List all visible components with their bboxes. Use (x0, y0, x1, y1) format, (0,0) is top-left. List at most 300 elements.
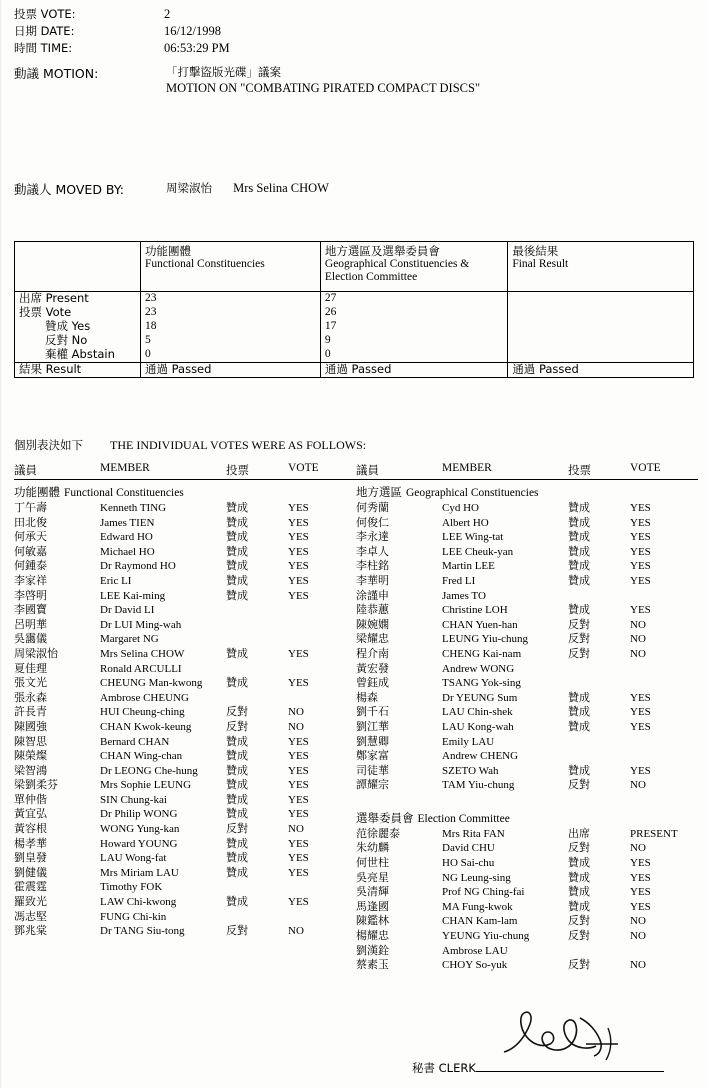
vote-value-en: YES (630, 691, 651, 704)
vote-value-cjk: 贊成 (568, 856, 590, 870)
summary-row-final (508, 306, 694, 320)
member-name-cjk: 涂謹申 (356, 588, 389, 602)
vote-value-en: YES (288, 574, 309, 587)
section-label-cjk: 地方選區 (356, 485, 402, 499)
vote-row (356, 530, 698, 545)
vote-row (356, 958, 698, 973)
vote-value-en (630, 749, 692, 764)
member-name-en: HO Sai-chu (442, 857, 495, 870)
vote-row (356, 545, 698, 560)
vote-row (14, 793, 356, 808)
vote-value-cjk: 贊成 (568, 573, 590, 587)
header-vote-en: VOTE (288, 462, 319, 474)
vote-row (14, 589, 356, 604)
vote-value-cjk (226, 618, 288, 633)
member-name-en: CHEUNG Man-kwong (100, 677, 203, 690)
member-name-cjk: 何鍾泰 (14, 559, 47, 573)
member-name-en: CHAN Yuen-han (442, 618, 518, 631)
member-name-en: Prof NG Ching-fai (442, 886, 525, 899)
vote-value-cjk: 贊成 (568, 719, 590, 733)
summary-row-gc: 通過 Passed (324, 362, 392, 376)
vote-row (356, 827, 698, 842)
summary-row-final (508, 320, 694, 334)
vote-row (356, 764, 698, 779)
section-label-en: Election Committee (417, 812, 510, 825)
member-name-cjk: 楊孝華 (14, 836, 47, 850)
moved-by-cjk: 周梁淑怡 (166, 181, 212, 195)
vote-value-en: YES (288, 764, 309, 777)
right-column (356, 462, 698, 973)
vote-value-en (288, 603, 350, 618)
page-edge-shadow (0, 0, 2, 1088)
member-name-en: FUNG Chi-kin (100, 910, 167, 923)
member-name-en: Ambrose CHEUNG (100, 691, 189, 704)
summary-row-label: 出席 Present (19, 291, 89, 305)
vote-value-cjk: 贊成 (568, 544, 590, 558)
member-name-en: Albert HO (442, 516, 489, 529)
header-vote-cjk: 投票 (226, 463, 249, 477)
vote-row (14, 910, 356, 925)
member-name-en: LAU Chin-shek (442, 706, 513, 719)
vote-value-en (630, 589, 692, 604)
member-name-en: Andrew CHENG (442, 750, 519, 763)
member-name-cjk: 馬逢國 (356, 899, 389, 913)
left-vote-rows (14, 501, 356, 939)
right-column-header (356, 462, 698, 480)
left-column-header (14, 462, 356, 480)
member-name-cjk: 譚耀宗 (356, 778, 389, 792)
clerk-label: 秘書 CLERK (412, 1061, 476, 1075)
vote-row (356, 559, 698, 574)
vote-row (14, 807, 356, 822)
member-name-cjk: 陳婉嫻 (356, 617, 389, 631)
member-name-cjk: 黃宜弘 (14, 807, 47, 821)
member-name-en: LEUNG Yiu-chung (442, 633, 529, 646)
section-label-cjk: 選舉委員會 (356, 810, 414, 825)
member-name-cjk: 黃容根 (14, 822, 47, 836)
summary-header-fc-cjk: 功能團體 (144, 244, 191, 258)
vote-value-cjk: 贊成 (568, 705, 590, 719)
member-name-cjk: 張永森 (14, 690, 47, 704)
vote-row (14, 516, 356, 531)
vote-row (356, 900, 698, 915)
header-member-cjk: 議員 (14, 463, 37, 477)
date-value: 16/12/1998 (164, 24, 221, 38)
member-name-en: Ambrose LAU (442, 944, 508, 957)
member-name-cjk: 夏佳理 (14, 661, 47, 675)
vote-value-cjk: 贊成 (226, 851, 248, 865)
summary-row-no (15, 334, 694, 348)
vote-value-cjk: 贊成 (568, 603, 590, 617)
vote-row (14, 851, 356, 866)
member-name-en: Bernard CHAN (100, 735, 170, 748)
vote-row (356, 574, 698, 589)
vote-row (356, 871, 698, 886)
member-name-en: Margaret NG (100, 633, 159, 646)
summary-header-fc-en: Functional Constituencies (144, 258, 265, 270)
vote-value-cjk: 贊成 (226, 588, 248, 602)
section-label-cjk: 功能團體 (14, 485, 60, 499)
vote-value-cjk (568, 749, 630, 764)
member-name-en: Dr YEUNG Sum (442, 691, 518, 704)
summary-row-fc: 0 (140, 348, 320, 363)
vote-value-en: YES (288, 866, 309, 879)
vote-row (14, 880, 356, 895)
vote-value-en: NO (630, 915, 646, 928)
vote-value-en: YES (630, 560, 651, 573)
section-label-en: Geographical Constituencies (406, 487, 539, 499)
section-label-en: Functional Constituencies (64, 487, 184, 499)
vote-row (356, 944, 698, 959)
vote-row (356, 691, 698, 706)
member-name-cjk: 何承天 (14, 530, 47, 544)
member-name-cjk: 鄧兆棠 (14, 924, 47, 938)
summary-header-row (15, 242, 694, 292)
member-name-en: WONG Yung-kan (100, 823, 180, 836)
vote-value-en: YES (288, 808, 309, 821)
member-name-en: Dr LUI Ming-wah (100, 618, 182, 631)
vote-value-en: YES (630, 900, 651, 913)
summary-header-gc-en1: Geographical Constituencies & (324, 258, 470, 270)
vote-row (356, 676, 698, 691)
summary-row-fc: 23 (140, 292, 320, 307)
member-name-cjk: 張文光 (14, 676, 47, 690)
member-name-en: MA Fung-kwok (442, 900, 513, 913)
member-name-en: LAU Wong-fat (100, 852, 167, 865)
member-name-cjk: 梁劉柔芬 (14, 778, 58, 792)
member-name-en: CHENG Kai-nam (442, 647, 522, 660)
vote-value-cjk: 反對 (568, 778, 590, 792)
vote-value-en: YES (288, 793, 309, 806)
member-name-en: Dr Raymond HO (100, 560, 176, 573)
member-name-cjk: 吳靄儀 (14, 632, 47, 646)
member-name-cjk: 單仲偕 (14, 792, 47, 806)
vote-row (14, 837, 356, 852)
member-name-cjk: 劉慧卿 (356, 734, 389, 748)
member-name-en: TSANG Yok-sing (442, 677, 521, 690)
vote-value-cjk: 反對 (226, 924, 248, 938)
member-name-en: Howard YOUNG (100, 837, 178, 850)
member-name-cjk: 呂明華 (14, 617, 47, 631)
member-name-cjk: 劉健儀 (14, 865, 47, 879)
member-name-cjk: 曾鈺成 (356, 676, 389, 690)
summary-row-gc: 0 (320, 348, 507, 363)
member-name-en: Dr TANG Siu-tong (100, 925, 185, 938)
vote-value-en: YES (288, 560, 309, 573)
member-name-cjk: 何敏嘉 (14, 544, 47, 558)
member-name-cjk: 陳智思 (14, 734, 47, 748)
vote-value-cjk (568, 735, 630, 750)
vote-value-en: NO (630, 779, 646, 792)
vote-value-en: NO (630, 959, 646, 972)
summary-header-gc (320, 242, 507, 292)
section-election-committee (356, 810, 698, 826)
vote-value-cjk: 出席 (568, 826, 590, 840)
header-member-en: MEMBER (442, 462, 492, 474)
vote-row (14, 618, 356, 633)
member-name-en: Kenneth TING (100, 502, 167, 514)
vote-row (356, 647, 698, 662)
vote-value-cjk: 反對 (226, 822, 248, 836)
summary-row-yes (15, 320, 694, 334)
vote-row (14, 764, 356, 779)
vote-row (356, 841, 698, 856)
vote-value-cjk: 贊成 (226, 544, 248, 558)
vote-value-en (288, 691, 350, 706)
member-name-cjk: 劉千石 (356, 705, 389, 719)
member-name-cjk: 梁智鴻 (14, 763, 47, 777)
member-name-cjk: 田北俊 (14, 515, 47, 529)
vote-row (14, 574, 356, 589)
summary-row-label: 投票 Vote (19, 305, 72, 319)
vote-row (356, 929, 698, 944)
member-name-en: Mrs Sophie LEUNG (100, 779, 192, 792)
vote-value-cjk (226, 603, 288, 618)
member-name-en: LEE Kai-ming (100, 589, 166, 602)
member-name-en: CHAN Kwok-keung (100, 720, 192, 733)
vote-row (14, 530, 356, 545)
member-name-en: Ronald ARCULLI (100, 662, 182, 675)
vote-value-cjk: 反對 (568, 914, 590, 928)
member-name-en: Christine LOH (442, 604, 508, 617)
member-name-en: Mrs Selina CHOW (100, 647, 185, 660)
summary-row-fc: 23 (140, 306, 320, 320)
vote-value-en: PRESENT (630, 827, 678, 840)
vote-value-en: YES (288, 896, 309, 909)
vote-value-en: NO (630, 618, 646, 631)
vote-row (356, 618, 698, 633)
vote-value-cjk: 贊成 (226, 646, 248, 660)
vote-value-cjk: 反對 (568, 841, 590, 855)
member-name-en: LEE Cheuk-yan (442, 545, 514, 558)
member-name-cjk: 李永達 (356, 530, 389, 544)
vote-value-cjk: 贊成 (226, 778, 248, 792)
motion-text (166, 64, 480, 96)
vote-value-en: YES (288, 589, 309, 602)
member-name-cjk: 李國寶 (14, 603, 47, 617)
member-name-en: Edward HO (100, 531, 153, 544)
vote-value-cjk: 贊成 (226, 573, 248, 587)
member-name-en: Mrs Rita FAN (442, 827, 505, 840)
vote-row (14, 559, 356, 574)
vote-value-en: NO (630, 842, 646, 855)
clerk-signature-line (476, 1059, 664, 1072)
summary-header-final-en: Final Result (512, 258, 569, 270)
summary-row-result (15, 363, 694, 378)
member-name-cjk: 朱幼麟 (356, 841, 389, 855)
member-name-cjk: 李柱銘 (356, 559, 389, 573)
vote-row (14, 778, 356, 793)
moved-by-en: Mrs Selina CHOW (233, 181, 329, 195)
right-vote-rows-election-committee (356, 827, 698, 973)
member-name-cjk: 楊耀忠 (356, 929, 389, 943)
vote-value-cjk: 贊成 (226, 865, 248, 879)
summary-header-gc-en2: Election Committee (324, 271, 418, 283)
left-column (14, 462, 356, 973)
vote-value-cjk (568, 662, 630, 677)
vote-row (14, 705, 356, 720)
member-name-en: James TIEN (100, 516, 155, 529)
member-name-cjk: 梁耀忠 (356, 632, 389, 646)
vote-value-cjk: 贊成 (226, 515, 248, 529)
summary-row-present (15, 292, 694, 307)
vote-value-cjk: 贊成 (568, 885, 590, 899)
vote-value-cjk: 反對 (226, 719, 248, 733)
moved-by-value (166, 180, 329, 196)
summary-header-final (508, 242, 694, 292)
member-name-cjk: 何俊仁 (356, 515, 389, 529)
member-name-en: NG Leung-sing (442, 871, 511, 884)
member-name-en: James TO (442, 589, 486, 602)
summary-row-label: 結果 Result (19, 362, 82, 376)
header-member-cjk: 議員 (356, 463, 379, 477)
vote-value-cjk (568, 676, 630, 691)
vote-row (356, 705, 698, 720)
header-vote-cjk: 投票 (568, 463, 591, 477)
vote-value-en: YES (630, 574, 651, 587)
vote-value-cjk: 贊成 (226, 530, 248, 544)
vote-row (356, 778, 698, 793)
member-name-en: Fred LI (442, 574, 476, 587)
vote-row (14, 749, 356, 764)
summary-header-final-cjk: 最後結果 (512, 244, 559, 258)
vote-value-en (288, 910, 350, 925)
member-name-cjk: 楊森 (356, 690, 378, 704)
vote-value-cjk (226, 910, 288, 925)
member-name-cjk: 馮志堅 (14, 909, 47, 923)
vote-value-en: NO (630, 647, 646, 660)
vote-value-en: YES (288, 837, 309, 850)
vote-value-cjk: 贊成 (568, 501, 590, 514)
vote-row (356, 589, 698, 604)
vote-row (356, 885, 698, 900)
member-name-en: LAU Kong-wah (442, 720, 514, 733)
member-name-en: LEE Wing-tat (442, 531, 504, 544)
vote-value-cjk: 贊成 (568, 690, 590, 704)
member-name-cjk: 陳國強 (14, 719, 47, 733)
member-name-cjk: 范徐麗泰 (356, 826, 400, 840)
vote-row (14, 662, 356, 677)
member-name-cjk: 劉江華 (356, 719, 389, 733)
member-name-cjk: 何世柱 (356, 856, 389, 870)
vote-value-en: YES (630, 516, 651, 529)
member-name-en: SZETO Wah (442, 764, 499, 777)
vote-value-cjk (226, 880, 288, 895)
time-line (14, 40, 674, 57)
vote-value-cjk: 贊成 (568, 559, 590, 573)
vote-value-en: YES (288, 735, 309, 748)
vote-value-en (288, 632, 350, 647)
vote-value-cjk: 贊成 (568, 870, 590, 884)
vote-value-en: YES (288, 531, 309, 544)
vote-value-cjk: 反對 (568, 646, 590, 660)
moved-by-label: 動議人 MOVED BY: (14, 182, 125, 197)
summary-header-fc (140, 242, 320, 292)
member-name-cjk: 許長青 (14, 705, 47, 719)
individual-votes-title-en: THE INDIVIDUAL VOTES WERE AS FOLLOWS: (110, 438, 367, 452)
vote-value-en: YES (288, 852, 309, 865)
member-name-en: LAW Chi-kwong (100, 896, 177, 909)
vote-value-cjk: 贊成 (226, 807, 248, 821)
vote-value-en: NO (288, 706, 304, 719)
member-name-en: Martin LEE (442, 560, 495, 573)
vote-value-en: NO (630, 930, 646, 943)
clerk-signature (496, 1004, 626, 1066)
summary-row-gc: 27 (320, 292, 507, 307)
vote-value-cjk: 贊成 (568, 515, 590, 529)
vote-value-cjk: 反對 (568, 617, 590, 631)
vote-value-cjk (568, 589, 630, 604)
vote-row (14, 822, 356, 837)
summary-row-label: 棄權 Abstain (45, 347, 115, 361)
date-line (14, 23, 674, 40)
section-geographical-constituencies (356, 484, 698, 500)
member-name-cjk: 丁午壽 (14, 501, 47, 514)
vote-value-en: YES (630, 502, 651, 514)
vote-value-en: YES (630, 720, 651, 733)
vote-value: 2 (164, 7, 171, 21)
vote-row (356, 720, 698, 735)
vote-value-en: YES (630, 764, 651, 777)
vote-value-en (630, 676, 692, 691)
individual-votes-columns (14, 462, 698, 973)
individual-votes-title-cjk: 個別表決如下 (14, 438, 83, 452)
vote-value-cjk: 贊成 (226, 501, 248, 514)
vote-value-cjk: 贊成 (226, 895, 248, 909)
section-spacer (356, 793, 698, 806)
vote-line (14, 6, 674, 23)
vote-value-cjk (226, 632, 288, 647)
vote-row (14, 603, 356, 618)
vote-value-cjk (568, 944, 630, 959)
vote-row (14, 545, 356, 560)
motion-text-en: MOTION ON "COMBATING PIRATED COMPACT DISCS" (166, 81, 481, 95)
summary-row-fc: 通過 Passed (144, 362, 212, 376)
member-name-en: Michael HO (100, 545, 155, 558)
member-name-en: David CHU (442, 842, 495, 855)
vote-value-en: YES (630, 871, 651, 884)
document-header (14, 6, 674, 57)
vote-value-en (630, 662, 692, 677)
vote-value-en: YES (288, 677, 309, 690)
member-name-cjk: 周梁淑怡 (14, 646, 58, 660)
vote-value-cjk (226, 662, 288, 677)
vote-value-en: YES (288, 545, 309, 558)
member-name-cjk: 李卓人 (356, 544, 389, 558)
vote-value-en: YES (288, 647, 309, 660)
vote-row (356, 662, 698, 677)
vote-value-cjk: 反對 (226, 705, 248, 719)
date-label: 日期 DATE: (14, 24, 75, 38)
member-name-cjk: 吳清輝 (356, 885, 389, 899)
member-name-cjk: 劉漢銓 (356, 943, 389, 957)
member-name-cjk: 陳榮燦 (14, 749, 47, 763)
vote-value-cjk: 贊成 (226, 676, 248, 690)
vote-value-en: NO (288, 925, 304, 938)
member-name-cjk: 陸恭蕙 (356, 603, 389, 617)
member-name-en: SIN Chung-kai (100, 793, 167, 806)
vote-value-en: YES (630, 857, 651, 870)
vote-value-en (288, 662, 350, 677)
vote-value-cjk: 反對 (568, 632, 590, 646)
member-name-en: Dr David LI (100, 604, 155, 617)
member-name-en: Cyd HO (442, 502, 479, 514)
vote-value-en: YES (630, 545, 651, 558)
summary-header-blank (15, 242, 141, 292)
member-name-cjk: 李華明 (356, 573, 389, 587)
vote-row (14, 895, 356, 910)
vote-row (356, 632, 698, 647)
